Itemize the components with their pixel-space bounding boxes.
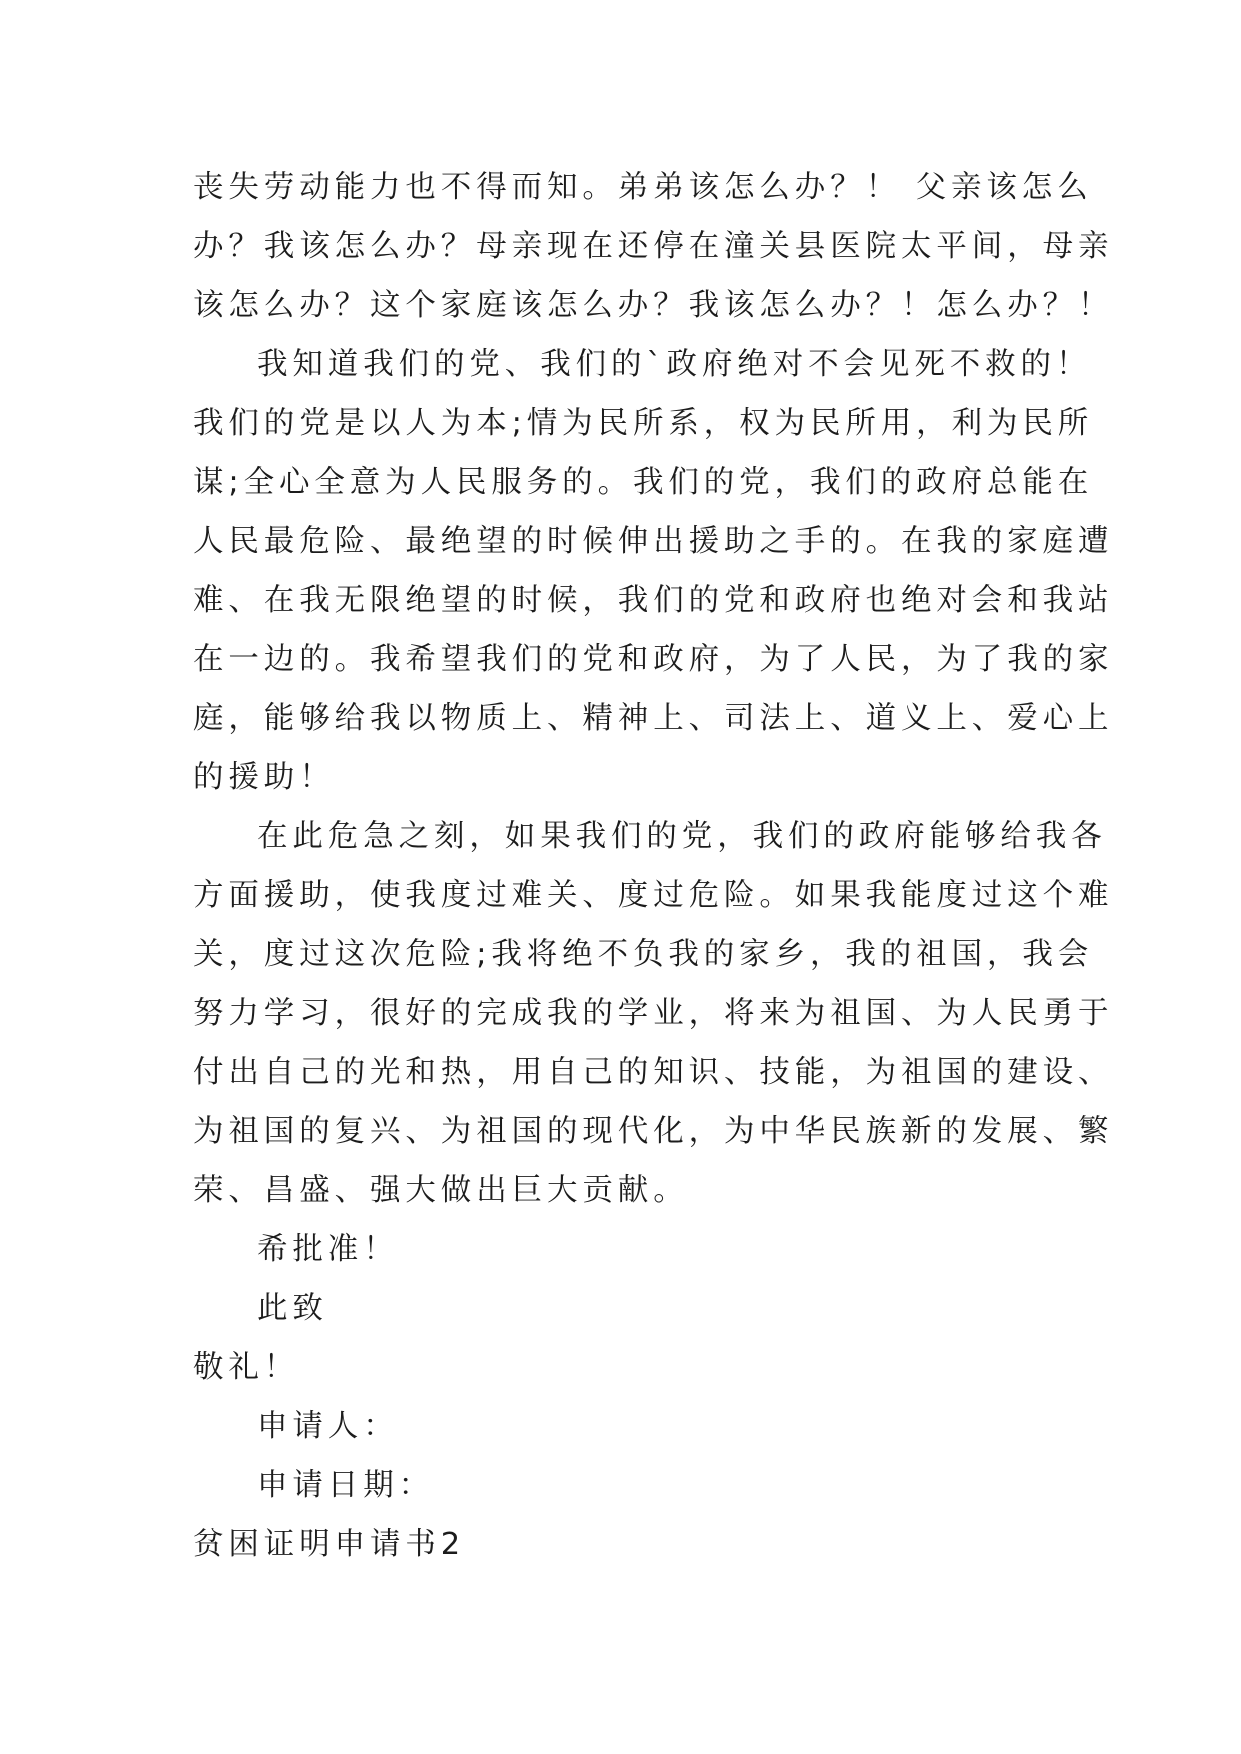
text-line: 庭，能够给我以物质上、精神上、司法上、道义上、爱心上 [193, 701, 1114, 736]
text-line: 该怎么办？这个家庭该怎么办？我该怎么办？！怎么办？！ [193, 288, 1114, 323]
text-line: 办？我该怎么办？母亲现在还停在潼关县医院太平间，母亲 [193, 229, 1114, 264]
text-line: 方面援助，使我度过难关、度过危险。如果我能度过这个难 [193, 878, 1114, 913]
text-line: 难、在我无限绝望的时候，我们的党和政府也绝对会和我站 [193, 583, 1114, 618]
text-line: 为祖国的复兴、为祖国的现代化，为中华民族新的发展、繁 [193, 1114, 1114, 1149]
text-line: 在此危急之刻，如果我们的党，我们的政府能够给我各 [257, 819, 1107, 854]
text-line: 荣、昌盛、强大做出巨大贡献。 [193, 1173, 689, 1208]
date-label: 申请日期： [257, 1468, 434, 1503]
text-line: 丧失劳动能力也不得而知。弟弟该怎么办？！ 父亲该怎么 [193, 170, 1093, 205]
text-line: 在一边的。我希望我们的党和政府，为了人民，为了我的家 [193, 642, 1114, 677]
paragraph-party-support [193, 335, 1114, 807]
request-line: 希批准！ [257, 1232, 399, 1267]
text-line: 我知道我们的党、我们的`政府绝对不会见死不救的！ [257, 347, 1092, 382]
text-line: 谋;全心全意为人民服务的。我们的党，我们的政府总能在 [193, 465, 1094, 500]
salutation-open: 此致 [257, 1291, 328, 1326]
document-body [193, 158, 1114, 1574]
text-line: 关，度过这次危险;我将绝不负我的家乡，我的祖国，我会 [193, 937, 1094, 972]
text-line: 的援助！ [193, 760, 335, 795]
salutation-close: 敬礼！ [193, 1350, 300, 1385]
text-line: 人民最危险、最绝望的时候伸出援助之手的。在我的家庭遭 [193, 524, 1114, 559]
applicant-label: 申请人： [257, 1409, 399, 1444]
paragraph-pledge [193, 807, 1114, 1220]
text-line: 我们的党是以人为本;情为民所系，权为民所用，利为民所 [193, 406, 1094, 441]
paragraph-continued [193, 158, 1114, 335]
next-section-title: 贫困证明申请书2 [193, 1527, 466, 1562]
text-line: 付出自己的光和热，用自己的知识、技能，为祖国的建设、 [193, 1055, 1114, 1090]
text-line: 努力学习，很好的完成我的学业，将来为祖国、为人民勇于 [193, 996, 1114, 1031]
